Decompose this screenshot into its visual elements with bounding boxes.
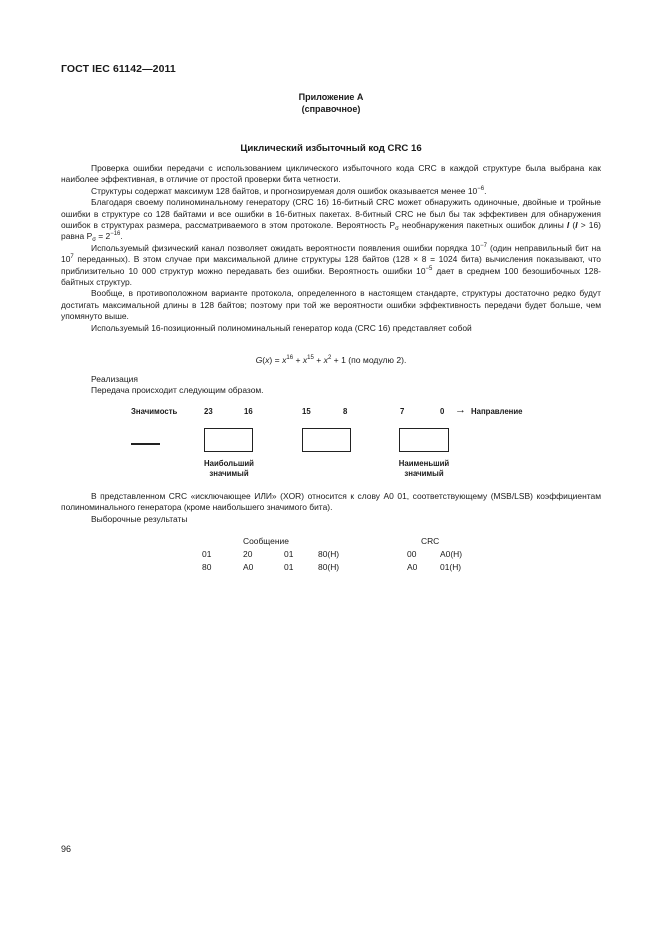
exponent: −16 <box>110 231 121 238</box>
table-cell: 20 <box>243 549 253 559</box>
paragraph-4-text-d: дает в среднем 100 безошибочных 128-байтных структур. <box>61 265 601 288</box>
table-cell: 01 <box>284 549 294 559</box>
significance-label: Значимость <box>131 407 178 416</box>
implementation-text: Передача происходит следующим образом. <box>91 385 264 396</box>
variable-l: l <box>566 220 570 231</box>
formula-tail: + 1 (по модулю 2). <box>331 355 407 365</box>
paragraph-8: Выборочные результаты <box>91 513 188 524</box>
bit-label-23: 23 <box>204 407 213 416</box>
paragraph-3-text-e: = 2 <box>95 231 111 242</box>
bit-label-15: 15 <box>302 407 311 416</box>
paragraph-1: Проверка ошибки передачи с использованием циклического избыточного кода CRC в каждой структуре была выбрана как наиболее эффективная, в отличие от простой проверки бита четности. <box>61 163 601 185</box>
implementation-block <box>61 374 601 397</box>
direction-label: Направление <box>471 407 523 416</box>
paragraph-4 <box>61 243 601 289</box>
most-significant-label <box>196 459 262 479</box>
formula-exponent: 2 <box>327 355 332 361</box>
table-cell: 80 <box>202 562 212 572</box>
subscript: σ <box>92 237 96 244</box>
formula-plus: + <box>313 355 324 365</box>
paragraph-3-end: . <box>120 231 123 242</box>
formula-x: x <box>282 355 287 365</box>
section-title: Циклический избыточный код CRC 16 <box>240 143 422 154</box>
formula-g: G <box>255 355 263 365</box>
annex-title: Приложение А <box>298 92 364 102</box>
paragraph-3-text: Благодаря своему полиноминальному генератору (CRC 16) 16-битный CRC может обнаружить одиночные, двойные и тройные ошибки в структуре со 128 байтами и все ошибки в 16-битных пакетах. 8-битный CRC не был бы так эффективен для обнаружения ошибок в структурах размера, рассматриваемого в этом протоколе. Вероятность P <box>61 197 601 231</box>
least-significant-byte-box <box>399 428 449 452</box>
formula-exponent: 16 <box>286 355 294 361</box>
paragraph-5: Вообще, в противоположном варианте протокола, определенного в настоящем стандарте, структуры достаточно редко будут достигать максимальной длины в 128 байтов; поэтому при той же вероятности ошибки эффективность передачи будет больше, чем упомянуто выше. <box>61 288 601 322</box>
bit-label-16: 16 <box>244 407 253 416</box>
paragraph-3-text-d: > 16) равна P <box>61 220 601 242</box>
paragraph-3 <box>61 197 601 243</box>
table-cell: A0 <box>243 562 254 572</box>
paragraph-2-text: Структуры содержат максимум 128 байтов, и прогнозируемая доля ошибок оказывается менее 10 <box>91 185 478 196</box>
exponent: 7 <box>70 254 74 261</box>
formula-exponent: 15 <box>307 355 314 361</box>
least-significant-line1: Наименьший <box>398 459 450 468</box>
middle-byte-box <box>302 428 351 452</box>
paragraph-3-text-b: необнаружения пакетных ошибок длины <box>398 220 567 231</box>
document-header: ГОСТ IEC 61142—2011 <box>61 63 176 75</box>
arrow-right-icon: → <box>455 404 466 416</box>
paragraph-3-text-c: ( <box>569 220 576 231</box>
paragraph-4-text-c: переданных). В этом случае при максимальной длине структуры 128 байтов (128 × 8 = 1024 бита) вычисления показывают, что приблизительно 10 000 структур можно передавать без ошибки. Вероятность ошибки 10 <box>61 254 601 276</box>
page-number: 96 <box>61 844 72 854</box>
table-cell: 80(H) <box>318 549 340 559</box>
bit-label-8: 8 <box>343 407 348 416</box>
table-cell: A0(H) <box>440 549 463 559</box>
annex-subtitle: (справочное) <box>301 104 361 114</box>
formula-plus: + <box>293 355 303 365</box>
formula-paren: ( <box>262 355 266 365</box>
table-cell: 80(H) <box>318 562 340 572</box>
least-significant-line2: значимый <box>404 469 444 478</box>
formula-x: x <box>323 355 328 365</box>
paragraph-2-end: . <box>484 185 487 196</box>
formula-paren: ) = <box>269 355 283 365</box>
paragraph-4-text-b: (один неправильный бит на 10 <box>61 242 601 265</box>
bit-label-0: 0 <box>440 407 445 416</box>
table-cell: 01 <box>284 562 294 572</box>
formula-x: x <box>265 355 270 365</box>
subscript: σ <box>395 226 399 233</box>
paragraph-2 <box>61 186 601 197</box>
crc-header: CRC <box>421 536 440 546</box>
bit-label-7: 7 <box>400 407 405 416</box>
line-marker <box>131 443 160 445</box>
message-header: Сообщение <box>243 536 289 546</box>
exponent: −5 <box>425 265 433 272</box>
most-significant-byte-box <box>204 428 253 452</box>
exponent: −7 <box>480 242 487 249</box>
after-diagram-text <box>61 491 601 525</box>
exponent: −6 <box>477 185 485 192</box>
table-cell: 01(H) <box>440 562 462 572</box>
table-cell: 00 <box>407 549 417 559</box>
polynomial-formula <box>61 355 601 365</box>
paragraph-4-text: Используемый физический канал позволяет ожидать вероятности появления ошибки порядка 10 <box>91 242 481 253</box>
formula-x: x <box>302 355 308 365</box>
table-cell: A0 <box>407 562 418 572</box>
paragraph-7: В представленном CRC «исключающее ИЛИ» (XOR) относится к слову А0 01, соответствующему (MSB/LSB) коэффициентам полиноминального генератора (кроме наибольшего значимого бита). <box>61 491 601 513</box>
body-text <box>61 163 601 334</box>
least-significant-label <box>389 459 459 479</box>
most-significant-line1: Наибольший <box>204 459 254 468</box>
table-cell: 01 <box>202 549 212 559</box>
variable-l: l <box>575 220 578 231</box>
most-significant-line2: значимый <box>209 469 249 478</box>
implementation-title: Реализация <box>91 374 138 384</box>
paragraph-6: Используемый 16-позиционный полиноминальный генератор кода (CRC 16) представляет собой <box>91 322 472 333</box>
